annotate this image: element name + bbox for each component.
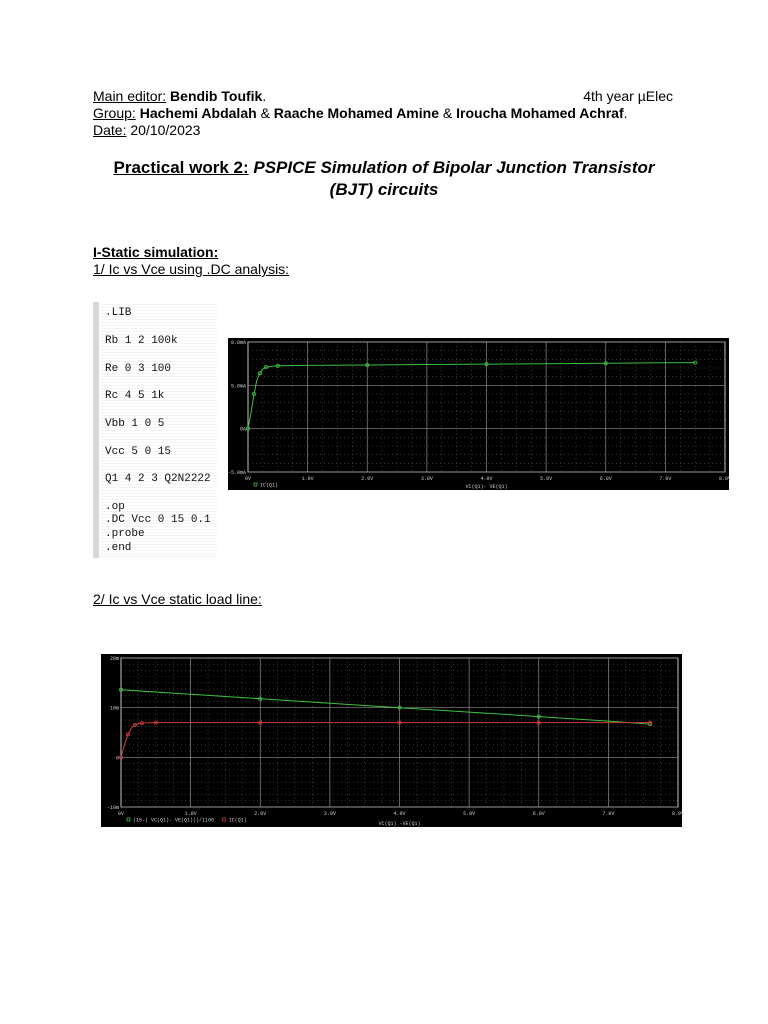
y-tick-label: 8.0mA: [230, 340, 246, 346]
editor-line: [93, 88, 266, 105]
x-tick-label: 3.0V: [420, 476, 433, 482]
editor-name: Bendib Toufik: [170, 88, 263, 104]
y-tick-label: 0A: [239, 426, 246, 433]
section-heading: I-Static simulation:: [93, 244, 219, 260]
x-tick-label: 7.0V: [602, 811, 615, 817]
x-tick-label: 6.0V: [532, 811, 545, 817]
x-tick-label: 5.0V: [540, 476, 553, 482]
group-line: [93, 105, 628, 122]
x-tick-label: 8.0V: [671, 811, 685, 817]
x-tick-label: 0V: [244, 476, 252, 482]
title-prefix: Practical work 2:: [113, 158, 249, 177]
x-axis-label: VC(Q1) -VE(Q1): [378, 821, 421, 827]
amp-1: &: [260, 105, 270, 121]
plot-ic-vs-vce: [227, 338, 732, 490]
x-tick-label: 4.0V: [393, 811, 406, 817]
group-label: Group:: [93, 105, 136, 121]
code-line: Re 0 3 100: [105, 363, 172, 375]
date-value: 20/10/2023: [130, 122, 201, 138]
series-line: [121, 723, 650, 758]
legend-swatch: [254, 483, 257, 486]
date-label: Date:: [93, 122, 127, 138]
x-tick-label: 8.0V: [718, 476, 732, 482]
code-line: .LIB: [105, 307, 132, 319]
code-line: .op: [105, 501, 125, 513]
x-tick-label: 7.0V: [659, 476, 672, 482]
series-line: [121, 690, 650, 724]
editor-label: Main editor:: [93, 88, 167, 104]
y-tick-label: 5.0mA: [230, 383, 246, 390]
netlist-code-block: [93, 302, 217, 558]
code-line: Rb 1 2 100k: [105, 335, 178, 347]
plot-load-line-svg: [101, 654, 685, 827]
year-label: 4th year µElec: [583, 88, 673, 104]
code-line: .DC Vcc 0 15 0.1: [105, 514, 211, 526]
amp-2: &: [442, 105, 453, 121]
x-tick-label: 1.0V: [184, 811, 197, 817]
group-dot: .: [623, 105, 628, 121]
x-tick-label: 4.0V: [480, 476, 493, 482]
y-tick-label: 20m: [109, 656, 119, 662]
date-line: [93, 122, 200, 139]
group-member-3: Iroucha Mohamed Achraf: [456, 105, 624, 121]
x-axis-label: VC(Q1)- VE(Q1): [465, 484, 508, 490]
plot-ic-vs-vce-svg: [227, 338, 732, 490]
x-tick-label: 2.0V: [254, 811, 267, 817]
subsection-2-heading: 2/ Ic vs Vce static load line:: [93, 591, 262, 607]
y-tick-label: 10m: [109, 705, 119, 712]
code-line: Rc 4 5 1k: [105, 390, 165, 402]
code-line: Vbb 1 0 5: [105, 418, 165, 430]
code-line: .end: [105, 542, 132, 554]
x-tick-label: 6.0V: [599, 476, 612, 482]
x-tick-label: 0V: [117, 811, 125, 817]
y-tick-label: 0: [115, 755, 119, 762]
subsection-1-heading: 1/ Ic vs Vce using .DC analysis:: [93, 261, 290, 277]
group-member-1: Hachemi Abdalah: [139, 105, 257, 121]
editor-dot: .: [262, 88, 267, 104]
code-line: Vcc 5 0 15: [105, 446, 172, 458]
legend-swatch: [127, 818, 130, 821]
legend-label: IC(Q1): [228, 817, 247, 824]
title-line-1: [60, 157, 708, 179]
legend-swatch: [223, 818, 226, 821]
x-tick-label: 1.0V: [301, 476, 314, 482]
code-line: Q1 4 2 3 Q2N2222: [105, 473, 211, 485]
legend-label: (15-( VC(Q1)- VE(Q1)))/1100: [133, 817, 215, 824]
x-tick-label: 2.0V: [361, 476, 374, 482]
plot-load-line: [101, 654, 685, 827]
x-tick-label: 5.0V: [463, 811, 476, 817]
y-tick-label: -10m: [106, 805, 119, 811]
group-member-2: Raache Mohamed Amine: [273, 105, 439, 121]
title-line-2: (BJT) circuits: [329, 180, 439, 199]
y-tick-label: -5.0mA: [227, 470, 246, 476]
legend-label: IC(Q1): [260, 482, 279, 489]
title-main: PSPICE Simulation of Bipolar Junction Transistor: [253, 158, 655, 177]
page-title: [60, 157, 708, 201]
code-line: .probe: [105, 528, 145, 540]
x-tick-label: 3.0V: [323, 811, 336, 817]
